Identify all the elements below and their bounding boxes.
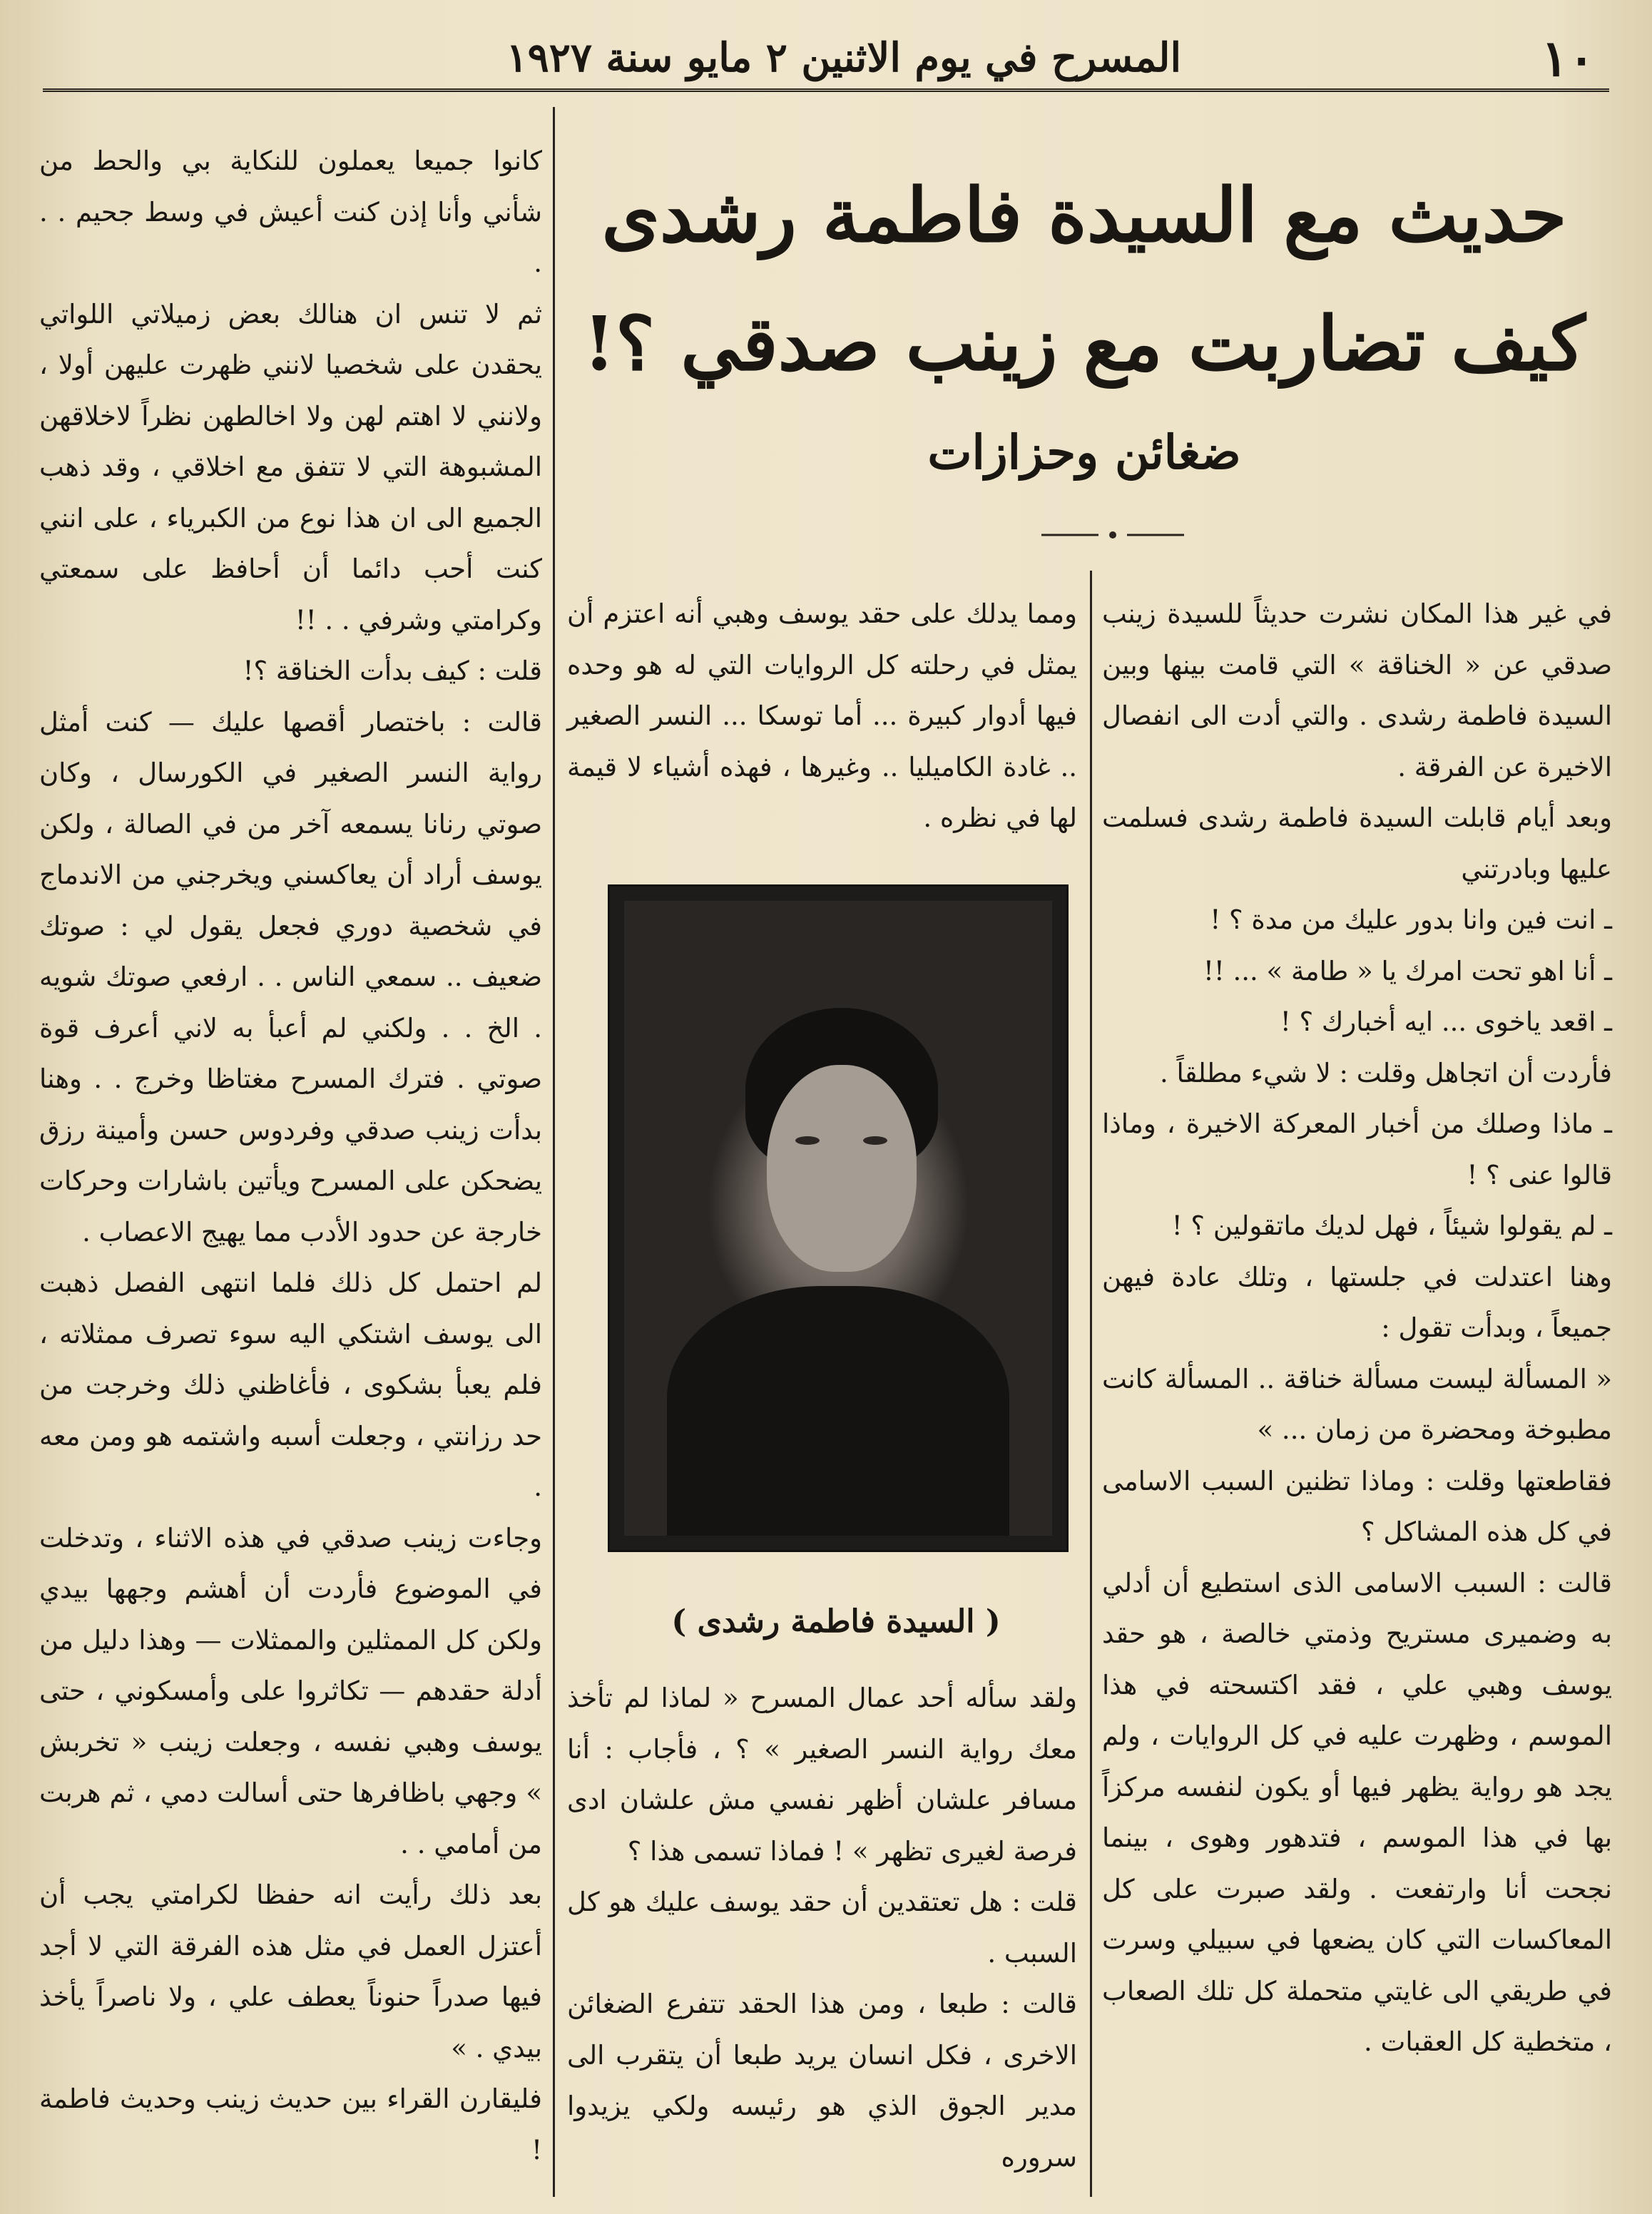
paragraph: قالت : السبب الاسامى الذى استطيع أن أدلي به وضميرى مستريح وذمتي خالصة ، هو حقد يوسف وهبي علي ، فقد اكتسحته في هذا الموسم ، وظهرت عليه في كل الروايات ، ولم يجد هو رواية يظهر فيها أو يكون لنفسه مركزاً بها في هذا الموسم ، فتدهور وهوى ، بينما نجحت أنا وارتفعت . ولقد صبرت على كل المعاكسات التي كان يضعها في سبيلي وسرت في طريقي الى غايتي متحملة كل تلك الصعاب ، متخطية كل العقبات . bbox=[1102, 1567, 1612, 2057]
paragraph: ـ ماذا وصلك من أخبار المعركة الاخيرة ، وماذا قالوا عنى ؟ ! bbox=[1102, 1108, 1612, 1190]
paragraph: ـ أنا اهو تحت امرك يا « طامة » ... !! bbox=[1203, 955, 1612, 986]
paragraph: وجاءت زينب صدقي في هذه الاثناء ، وتدخلت في الموضوع فأردت أن أهشم وجهها بيدي ولكن كل الممثلين والممثلات — وهذا دليل من أدلة حقدهم — تكاثروا على وأمسكوني ، حتى يوسف وهبي نفسه ، وجعلت زينب « تخربش » وجهي باظافرها حتى أسالت دمي ، ثم هربت من أمامي . . bbox=[39, 1522, 542, 1860]
divider-ornament bbox=[1041, 529, 1184, 541]
column-rule-left bbox=[553, 107, 555, 2197]
column-rule-right bbox=[1090, 571, 1092, 2197]
paragraph: ثم لا تنس ان هنالك بعض زميلاتي اللواتي يحقدن على شخصيا لانني ظهرت عليهن أولا ، ولانني لا اهتم لهن ولا اخالطهن نظراً لاخلاقهن المشبوهة التي لا تتفق مع اخلاقي ، وقد ذهب الجميع الى ان هذا نوع من الكبرياء ، على انني كنت أحب دائما أن أحافظ على سمعتي وكرامتي وشرفي . . !! bbox=[39, 298, 542, 636]
paragraph: وبعد أيام قابلت السيدة فاطمة رشدى فسلمت عليها وبادرتني bbox=[1102, 802, 1612, 884]
article-subtitle: ضغائن وحزازات bbox=[927, 424, 1241, 480]
dateline: المسرح في يوم الاثنين ٢ مايو سنة ١٩٢٧ bbox=[506, 34, 1181, 81]
photo-shoulders bbox=[667, 1286, 1009, 1536]
paragraph: قالت : طبعا ، ومن هذا الحقد تتفرع الضغائن الاخرى ، فكل انسان يريد طبعا أن يتقرب الى مدير الجوق الذي هو رئيسه ولكي يزيدوا سروره bbox=[567, 1989, 1077, 2173]
header-rule bbox=[43, 88, 1609, 92]
page-header bbox=[43, 21, 1609, 86]
paragraph: كانوا جميعا يعملون للنكاية بي والحط من شأني وأنا إذن كنت أعيش في وسط جحيم . . . bbox=[39, 146, 542, 278]
paragraph: لم احتمل كل ذلك فلما انتهى الفصل ذهبت الى يوسف اشتكي اليه سوء تصرف ممثلاته ، فلم يعبأ بشكوى ، فأغاظني ذلك وخرجت من حد رزانتي ، وجعلت أسبه واشتمه هو ومن معه . bbox=[39, 1267, 542, 1502]
page-number: ١٠ bbox=[1541, 29, 1595, 88]
paragraph: قلت : كيف بدأت الخناقة ؟! bbox=[243, 655, 542, 686]
paragraph: ومما يدلك على حقد يوسف وهبي أنه اعتزم أن يمثل في رحلته كل الروايات التي له هو وحده فيها أدوار كبيرة ... أما توسكا ... النسر الصغير .. غادة الكاميليا .. وغيرها ، فهذه أشياء لا قيمة لها في نظره . bbox=[567, 598, 1077, 833]
article-title-line2: كيف تضاربت مع زينب صدقي ؟! bbox=[583, 300, 1586, 387]
column-middle-bottom bbox=[567, 1673, 1077, 2200]
photo-eye bbox=[863, 1136, 887, 1145]
paragraph: ـ انت فين وانا بدور عليك من مدة ؟ ! bbox=[1210, 904, 1612, 935]
column-left bbox=[39, 136, 542, 2200]
paragraph: ولقد سأله أحد عمال المسرح « لماذا لم تأخذ معك رواية النسر الصغير » ؟ ، فأجاب : أنا مسافر علشان أظهر نفسي مش علشان ادى فرصة لغيرى تظهر » ! فماذا تسمى هذا ؟ bbox=[567, 1683, 1077, 1867]
paragraph: في غير هذا المكان نشرت حديثاً للسيدة زينب صدقي عن « الخناقة » التي قامت بينها وبين السيدة فاطمة رشدى . والتي أدت الى انفصال الاخيرة عن الفرقة . bbox=[1102, 598, 1612, 782]
photo-face bbox=[767, 1065, 917, 1272]
paragraph: فأردت أن اتجاهل وقلت : لا شيء مطلقاً . bbox=[1159, 1057, 1612, 1088]
paragraph: ـ اقعد ياخوى ... ايه أخبارك ؟ ! bbox=[1280, 1006, 1612, 1037]
column-right bbox=[1102, 588, 1612, 2200]
portrait-photo bbox=[608, 884, 1069, 1552]
photo-image bbox=[624, 901, 1052, 1536]
paragraph: قلت : هل تعتقدين أن حقد يوسف عليك هو كل السبب . bbox=[567, 1887, 1077, 1969]
paragraph: فقاطعتها وقلت : وماذا تظنين السبب الاسامى في كل هذه المشاكل ؟ bbox=[1102, 1465, 1612, 1547]
paragraph: قالت : باختصار أقصها عليك — كنت أمثل رواية النسر الصغير في الكورسال ، وكان صوتي رنانا يسمعه آخر من في الصالة ، ولكن يوسف أراد أن يعاكسني ويخرجني من الاندماج في شخصية دوري فجعل يقول لي : صوتك ضعيف .. سمعي الناس . . ارفعي صوتك شويه . الخ . . ولكني لم أعبأ به لاني أعرف قوة صوتي . فترك المسرح مغتاظا وخرج . . وهنا بدأت زينب صدقي وفردوس حسن وأمينة رزق يضحكن على المسرح ويأتين باشارات وحركات خارجة عن حدود الأدب مما يهيج الاعصاب . bbox=[39, 706, 542, 1248]
column-middle-top bbox=[567, 588, 1077, 874]
article-title: حديث مع السيدة فاطمة رشدى bbox=[601, 171, 1567, 259]
paragraph: بعد ذلك رأيت انه حفظا لكرامتي يجب أن أعتزل العمل في مثل هذه الفرقة التي لا أجد فيها صدراً حنوناً يعطف علي ، ولا ناصراً يأخذ بيدي . » bbox=[39, 1879, 542, 2063]
paragraph: فليقارن القراء بين حديث زينب وحديث فاطمة ! bbox=[39, 2083, 542, 2165]
paragraph: « المسألة ليست مسألة خناقة .. المسألة كانت مطبوخة ومحضرة من زمان ... » bbox=[1102, 1363, 1612, 1445]
photo-caption: ( السيدة فاطمة رشدى ) bbox=[671, 1603, 1001, 1640]
photo-eye bbox=[795, 1136, 820, 1145]
paragraph: ـ لم يقولوا شيئاً ، فهل لديك ماتقولين ؟ ! bbox=[1171, 1210, 1612, 1241]
paragraph: وهنا اعتدلت في جلستها ، وتلك عادة فيهن جميعاً ، وبدأت تقول : bbox=[1102, 1261, 1612, 1343]
